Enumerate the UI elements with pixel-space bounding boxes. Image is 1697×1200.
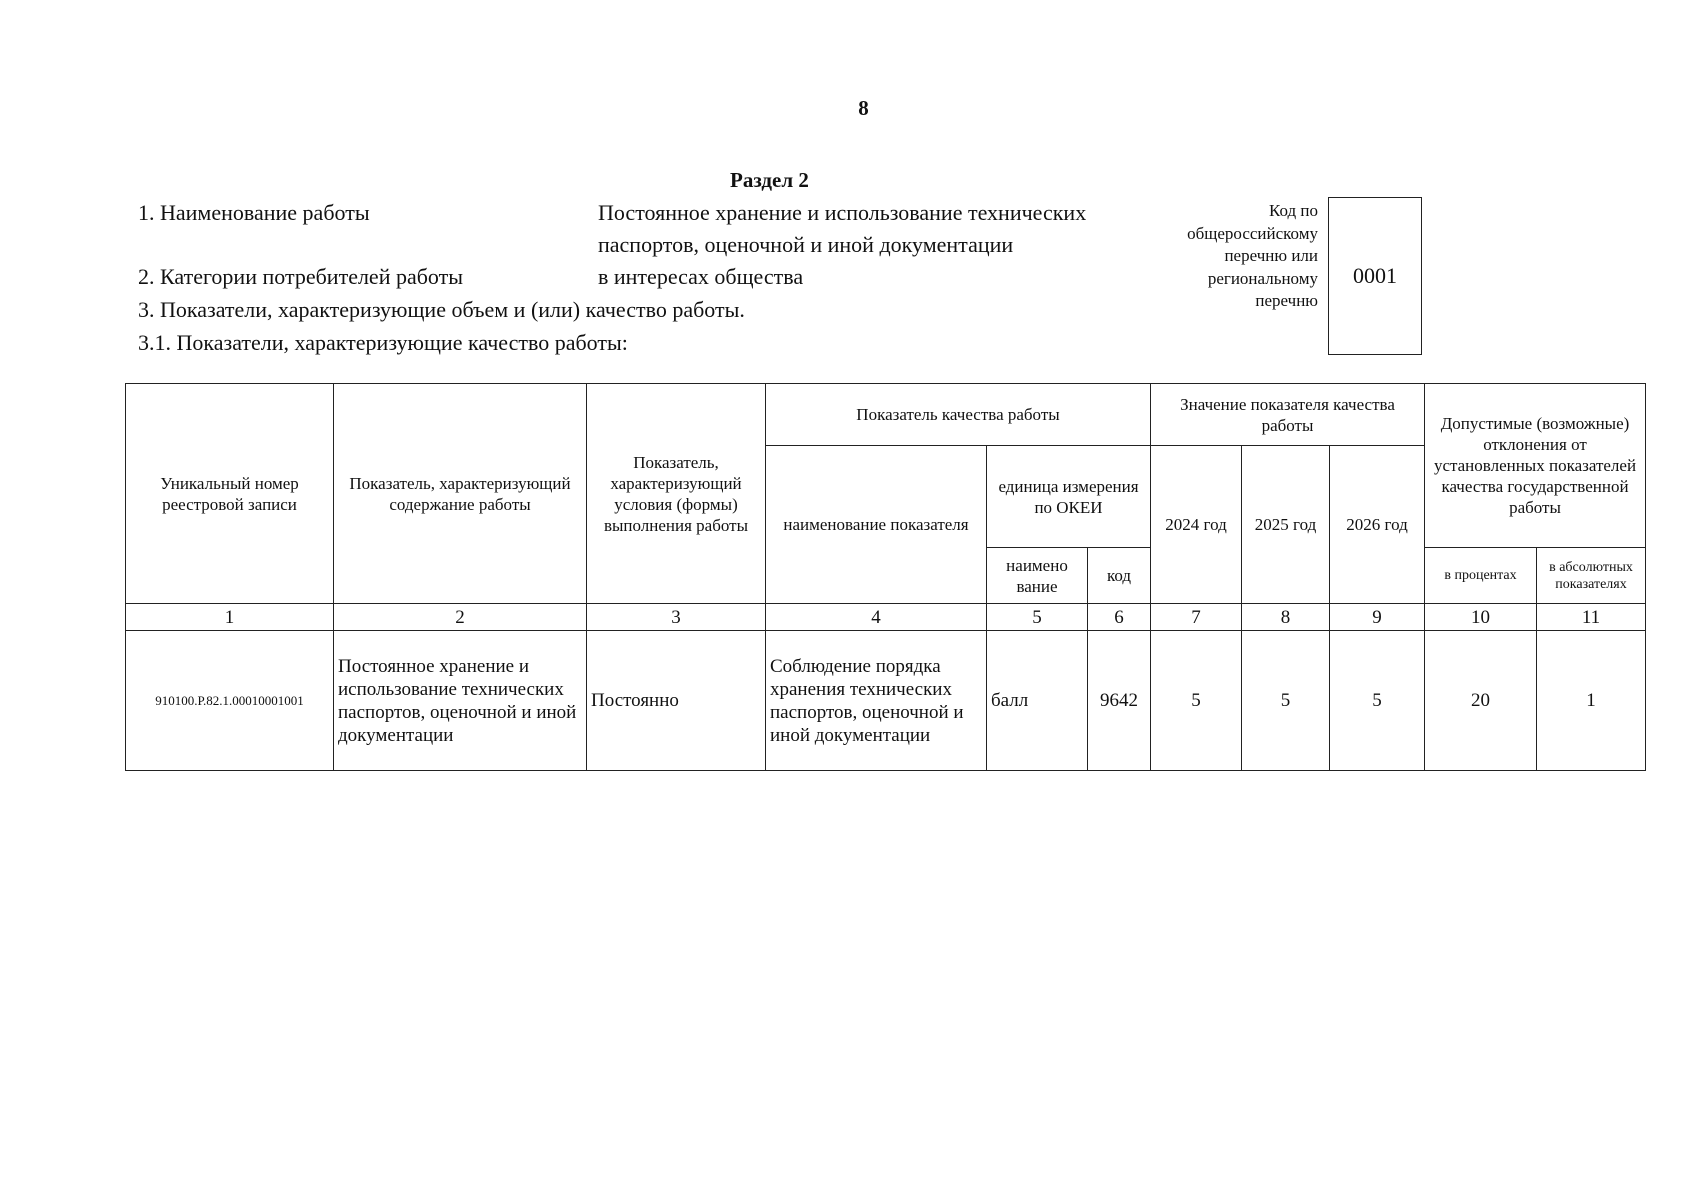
column-number: 2 bbox=[334, 604, 587, 631]
consumer-category-label: 2. Категории потребителей работы bbox=[138, 264, 464, 289]
cell-value-2024: 5 bbox=[1151, 631, 1242, 771]
header-in-absolute: в абсолютных показателях bbox=[1537, 548, 1646, 604]
column-number: 9 bbox=[1330, 604, 1425, 631]
indicators-heading: 3. Показатели, характеризующие объем и (или) качество работы. bbox=[138, 297, 745, 322]
work-name-value-line2: паспортов, оценочной и иной документации bbox=[598, 232, 1014, 257]
code-label bbox=[1140, 200, 1318, 313]
cell-conditions: Постоянно bbox=[587, 631, 766, 771]
header-content-indicator: Показатель, характеризующий содержание работы bbox=[334, 384, 587, 604]
table-row bbox=[126, 631, 1646, 771]
cell-value-2025: 5 bbox=[1242, 631, 1330, 771]
cell-indicator-name: Соблюдение порядка хранения технических паспортов, оценочной и иной документации bbox=[766, 631, 987, 771]
column-number: 3 bbox=[587, 604, 766, 631]
cell-deviation-absolute: 1 bbox=[1537, 631, 1646, 771]
cell-unit-name: балл bbox=[987, 631, 1088, 771]
code-label-line: перечню или bbox=[1224, 246, 1318, 265]
header-indicator-name: наименование показателя bbox=[766, 446, 987, 604]
header-unique-number: Уникальный номер реестровой записи bbox=[126, 384, 334, 604]
header-value-indicator: Значение показателя качества работы bbox=[1151, 384, 1425, 446]
header-unit-code: код bbox=[1088, 548, 1151, 604]
header-quality-indicator: Показатель качества работы bbox=[766, 384, 1151, 446]
header-year-2026: 2026 год bbox=[1330, 446, 1425, 604]
section-title: Раздел 2 bbox=[730, 168, 809, 192]
column-number: 10 bbox=[1425, 604, 1537, 631]
code-value: 0001 bbox=[1353, 263, 1397, 288]
code-label-line: Код по bbox=[1269, 201, 1318, 220]
cell-deviation-percent: 20 bbox=[1425, 631, 1537, 771]
work-name-value-line1: Постоянное хранение и использование технических bbox=[598, 200, 1087, 225]
column-number: 7 bbox=[1151, 604, 1242, 631]
header-unit: единица измерения по ОКЕИ bbox=[987, 446, 1151, 548]
column-number: 5 bbox=[987, 604, 1088, 631]
column-number: 6 bbox=[1088, 604, 1151, 631]
header-year-2025: 2025 год bbox=[1242, 446, 1330, 604]
header-year-2024: 2024 год bbox=[1151, 446, 1242, 604]
code-label-line: перечню bbox=[1255, 291, 1318, 310]
header-unit-name: наимено вание bbox=[987, 548, 1088, 604]
cell-unit-code: 9642 bbox=[1088, 631, 1151, 771]
cell-content: Постоянное хранение и использование технических паспортов, оценочной и иной документации bbox=[334, 631, 587, 771]
header-in-percent: в процентах bbox=[1425, 548, 1537, 604]
cell-registry-number: 910100.Р.82.1.00010001001 bbox=[126, 631, 334, 771]
quality-indicators-heading: 3.1. Показатели, характеризующие качество работы: bbox=[138, 330, 628, 355]
cell-value-2026: 5 bbox=[1330, 631, 1425, 771]
work-name-label: 1. Наименование работы bbox=[138, 200, 370, 225]
code-label-line: региональному bbox=[1207, 268, 1318, 288]
header-deviations: Допустимые (возможные) отклонения от установленных показателей качества государственной работы bbox=[1425, 384, 1646, 548]
column-number: 1 bbox=[126, 604, 334, 631]
consumer-category-value: в интересах общества bbox=[598, 264, 804, 289]
quality-indicators-table bbox=[125, 383, 1646, 771]
column-number: 11 bbox=[1537, 604, 1646, 631]
column-number: 4 bbox=[766, 604, 987, 631]
code-box bbox=[1328, 197, 1422, 355]
page-number: 8 bbox=[858, 96, 869, 120]
code-label-line: общероссийскому bbox=[1187, 223, 1318, 243]
header-conditions-indicator: Показатель, характеризующий условия (формы) выполнения работы bbox=[587, 384, 766, 604]
column-number: 8 bbox=[1242, 604, 1330, 631]
